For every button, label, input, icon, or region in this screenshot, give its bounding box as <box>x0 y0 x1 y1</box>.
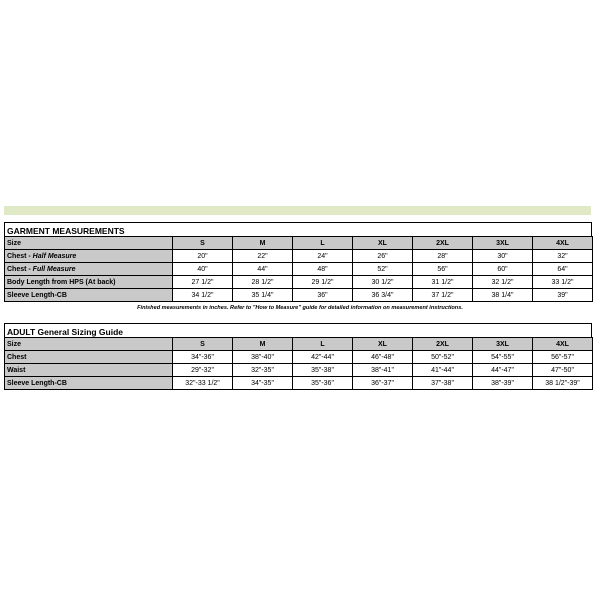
table-row <box>5 250 593 263</box>
table-cell: 35"-38" <box>293 364 353 377</box>
table-cell: 48" <box>293 263 353 276</box>
table-cell: 37 1/2" <box>413 289 473 302</box>
garment-section-title: GARMENT MEASUREMENTS <box>4 222 592 236</box>
table-cell: 20" <box>173 250 233 263</box>
table-row <box>5 289 593 302</box>
accent-band <box>4 206 591 215</box>
table-cell: 37"-38" <box>413 377 473 390</box>
row-label: Sleeve Length-CB <box>5 377 173 390</box>
table-cell: 52" <box>353 263 413 276</box>
table-cell: 44"-47" <box>473 364 533 377</box>
table-cell: 29 1/2" <box>293 276 353 289</box>
table-cell: 30 1/2" <box>353 276 413 289</box>
table-cell: 30" <box>473 250 533 263</box>
table-cell: 32" <box>533 250 593 263</box>
table-cell: 56"-57" <box>533 351 593 364</box>
table-cell: 32"-35" <box>233 364 293 377</box>
row-label: Chest <box>5 351 173 364</box>
header-cell: M <box>233 338 293 351</box>
table-cell: 27 1/2" <box>173 276 233 289</box>
row-label-emphasis: Full Measure <box>32 265 76 273</box>
table-cell: 60" <box>473 263 533 276</box>
table-cell: 29"-32" <box>173 364 233 377</box>
garment-measurements-section <box>4 222 592 302</box>
table-cell: 39" <box>533 289 593 302</box>
adult-sizing-section <box>4 323 592 390</box>
table-header-row <box>5 338 593 351</box>
header-cell: 3XL <box>473 237 533 250</box>
header-cell: S <box>173 237 233 250</box>
table-cell: 47"-50" <box>533 364 593 377</box>
table-row <box>5 351 593 364</box>
table-cell: 32 1/2" <box>473 276 533 289</box>
table-cell: 46"-48" <box>353 351 413 364</box>
row-label <box>5 263 173 276</box>
row-label-emphasis: Half Measure <box>32 252 77 260</box>
table-cell: 38"-39" <box>473 377 533 390</box>
table-cell: 36 3/4" <box>353 289 413 302</box>
table-cell: 40" <box>173 263 233 276</box>
table-row <box>5 276 593 289</box>
header-cell: L <box>293 237 353 250</box>
table-cell: 32"-33 1/2" <box>173 377 233 390</box>
row-label-text: Chest - <box>7 265 33 273</box>
row-label-text: Chest - <box>7 252 33 260</box>
table-cell: 38"-40" <box>233 351 293 364</box>
table-cell: 38 1/4" <box>473 289 533 302</box>
header-cell: 2XL <box>413 237 473 250</box>
header-cell: 4XL <box>533 338 593 351</box>
table-cell: 26" <box>353 250 413 263</box>
header-cell: XL <box>353 237 413 250</box>
table-cell: 38"-41" <box>353 364 413 377</box>
table-cell: 36"-37" <box>353 377 413 390</box>
table-cell: 36" <box>293 289 353 302</box>
table-cell: 24" <box>293 250 353 263</box>
table-row <box>5 263 593 276</box>
header-cell: 2XL <box>413 338 473 351</box>
table-row <box>5 377 593 390</box>
table-cell: 56" <box>413 263 473 276</box>
adult-sizing-table <box>4 337 593 390</box>
header-cell: S <box>173 338 233 351</box>
header-cell: L <box>293 338 353 351</box>
adult-section-title: ADULT General Sizing Guide <box>4 323 592 337</box>
table-cell: 42"-44" <box>293 351 353 364</box>
row-label: Waist <box>5 364 173 377</box>
table-cell: 64" <box>533 263 593 276</box>
table-cell: 33 1/2" <box>533 276 593 289</box>
table-cell: 41"-44" <box>413 364 473 377</box>
garment-measurements-table <box>4 236 593 302</box>
table-cell: 35"-36" <box>293 377 353 390</box>
header-cell: M <box>233 237 293 250</box>
header-cell: Size <box>5 338 173 351</box>
table-cell: 38 1/2"-39" <box>533 377 593 390</box>
table-cell: 34 1/2" <box>173 289 233 302</box>
row-label: Sleeve Length-CB <box>5 289 173 302</box>
table-cell: 28" <box>413 250 473 263</box>
table-cell: 31 1/2" <box>413 276 473 289</box>
table-cell: 54"-55" <box>473 351 533 364</box>
table-cell: 34"-35" <box>233 377 293 390</box>
table-cell: 34"-36" <box>173 351 233 364</box>
row-label: Body Length from HPS (At back) <box>5 276 173 289</box>
table-cell: 50"-52" <box>413 351 473 364</box>
table-header-row <box>5 237 593 250</box>
table-row <box>5 364 593 377</box>
header-cell: 4XL <box>533 237 593 250</box>
measurement-note: Finished measurements in inches. Refer to "How to Measure" guide for detailed information on measurement instructions. <box>137 305 463 311</box>
header-cell: XL <box>353 338 413 351</box>
header-cell: 3XL <box>473 338 533 351</box>
table-cell: 22" <box>233 250 293 263</box>
table-cell: 28 1/2" <box>233 276 293 289</box>
row-label <box>5 250 173 263</box>
header-cell: Size <box>5 237 173 250</box>
table-cell: 35 1/4" <box>233 289 293 302</box>
table-cell: 44" <box>233 263 293 276</box>
